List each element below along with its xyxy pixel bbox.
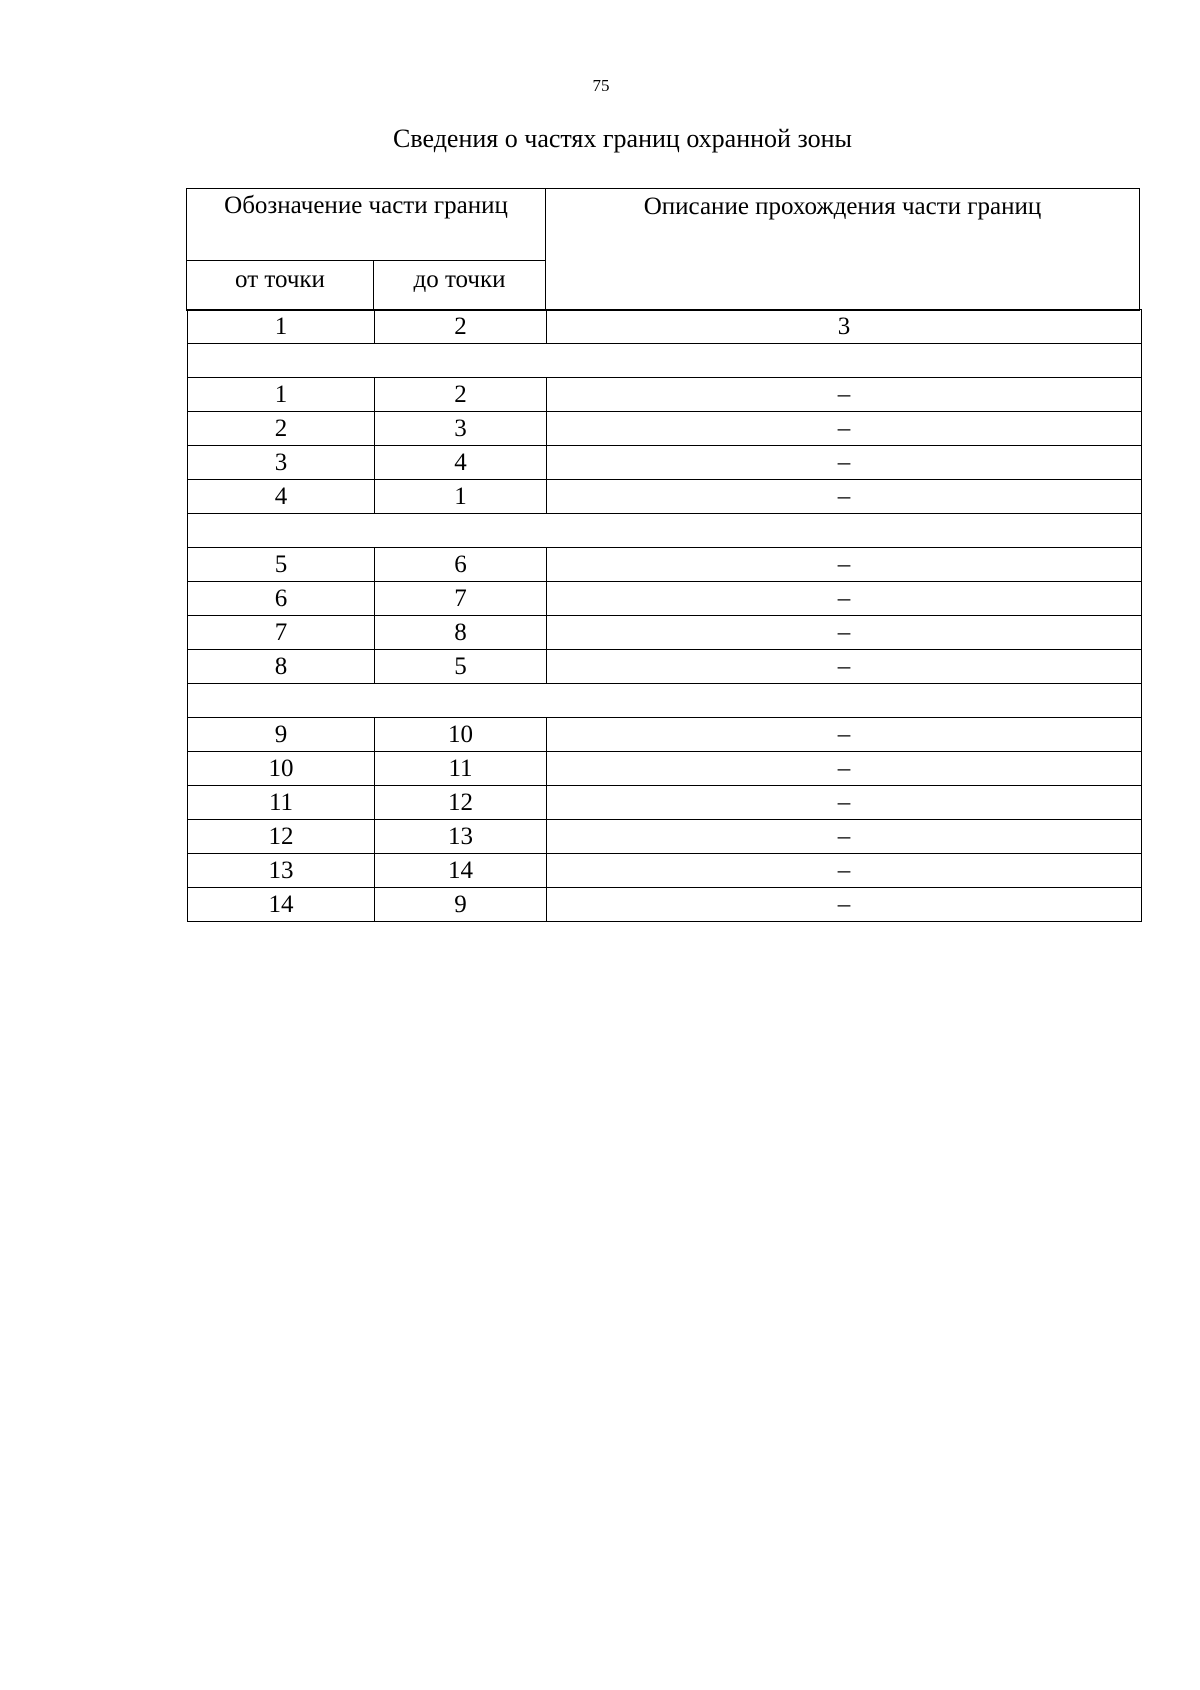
- cell-to-point: 9: [375, 888, 547, 922]
- table-row: [188, 548, 1142, 582]
- cell-from-point: 7: [188, 616, 375, 650]
- header-group-label: Обозначение части границ: [187, 189, 546, 261]
- table-row: [188, 582, 1142, 616]
- table-row: [188, 854, 1142, 888]
- cell-from-point: 2: [188, 412, 375, 446]
- cell-description: –: [547, 752, 1142, 786]
- table-row: [188, 820, 1142, 854]
- page-number: 75: [592, 76, 610, 95]
- cell-from-point: 5: [188, 548, 375, 582]
- section-separator-row: [188, 514, 1142, 548]
- column-number: 2: [375, 310, 547, 344]
- header-from-label: от точки: [187, 260, 374, 310]
- boundary-parts-table: [187, 309, 1142, 922]
- cell-from-point: 6: [188, 582, 375, 616]
- cell-to-point: 8: [375, 616, 547, 650]
- table-row: [188, 378, 1142, 412]
- cell-description: –: [547, 888, 1142, 922]
- cell-to-point: 10: [375, 718, 547, 752]
- section-separator-row: [188, 684, 1142, 718]
- table-row: [188, 888, 1142, 922]
- cell-description: –: [547, 446, 1142, 480]
- cell-description: –: [547, 820, 1142, 854]
- cell-description: –: [547, 412, 1142, 446]
- cell-description: –: [547, 548, 1142, 582]
- table-row: [188, 446, 1142, 480]
- cell-from-point: 14: [188, 888, 375, 922]
- table-row: [188, 752, 1142, 786]
- cell-from-point: 8: [188, 650, 375, 684]
- section-separator-cell: [188, 514, 1142, 548]
- table-row: [188, 480, 1142, 514]
- cell-from-point: 1: [188, 378, 375, 412]
- cell-description: –: [547, 582, 1142, 616]
- cell-description: –: [547, 616, 1142, 650]
- cell-to-point: 2: [375, 378, 547, 412]
- cell-to-point: 3: [375, 412, 547, 446]
- table-row: [188, 412, 1142, 446]
- cell-to-point: 13: [375, 820, 547, 854]
- table-row: [188, 616, 1142, 650]
- column-number: 1: [188, 310, 375, 344]
- cell-to-point: 6: [375, 548, 547, 582]
- cell-to-point: 11: [375, 752, 547, 786]
- header-description-label: Описание прохождения части границ: [546, 189, 1140, 311]
- cell-to-point: 5: [375, 650, 547, 684]
- cell-from-point: 9: [188, 718, 375, 752]
- column-numbers-row: [188, 310, 1142, 344]
- section-separator-cell: [188, 344, 1142, 378]
- cell-from-point: 3: [188, 446, 375, 480]
- cell-to-point: 7: [375, 582, 547, 616]
- cell-from-point: 10: [188, 752, 375, 786]
- table-row: [188, 650, 1142, 684]
- cell-description: –: [547, 854, 1142, 888]
- cell-from-point: 4: [188, 480, 375, 514]
- page-title: Сведения о частях границ охранной зоны: [393, 124, 852, 153]
- table-header: [186, 188, 1140, 311]
- table-row: [188, 718, 1142, 752]
- cell-description: –: [547, 480, 1142, 514]
- section-separator-cell: [188, 684, 1142, 718]
- cell-from-point: 13: [188, 854, 375, 888]
- cell-to-point: 1: [375, 480, 547, 514]
- cell-to-point: 14: [375, 854, 547, 888]
- column-number: 3: [547, 310, 1142, 344]
- cell-description: –: [547, 786, 1142, 820]
- cell-to-point: 4: [375, 446, 547, 480]
- cell-from-point: 12: [188, 820, 375, 854]
- cell-description: –: [547, 378, 1142, 412]
- cell-description: –: [547, 718, 1142, 752]
- cell-description: –: [547, 650, 1142, 684]
- header-to-label: до точки: [374, 260, 546, 310]
- section-separator-row: [188, 344, 1142, 378]
- cell-from-point: 11: [188, 786, 375, 820]
- cell-to-point: 12: [375, 786, 547, 820]
- table-row: [188, 786, 1142, 820]
